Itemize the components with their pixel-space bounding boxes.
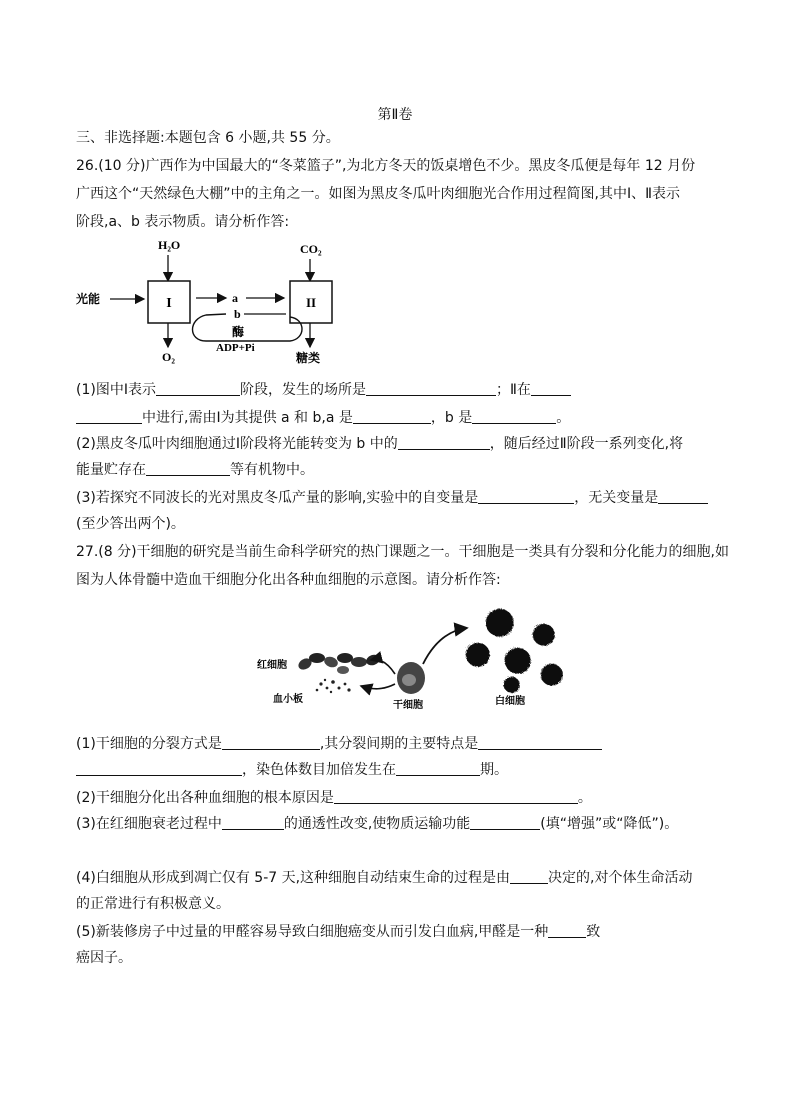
q27-part3: (3)在红细胞衰老过程中 的通透性改变,使物质运输功能 (填“增强”或“降低”)。: [76, 816, 679, 832]
q26-part1-line1: (1)图中Ⅰ表示 阶段，发生的场所是 ；Ⅱ在: [76, 380, 571, 400]
q27-part4-line1: (4)白细胞从形成到凋亡仅有 5-7 天,这种细胞自动结束生命的过程是由 决定的,对个体生命活动: [76, 870, 693, 886]
atp-adp-cycle: [193, 314, 303, 341]
answer-blank[interactable]: [353, 409, 431, 424]
answer-blank[interactable]: [548, 923, 586, 938]
q27-part1-line2: ，染色体数目加倍发生在 期。: [76, 760, 508, 780]
section-title: 第Ⅱ卷: [377, 107, 413, 123]
q26-part2-line1: (2)黑皮冬瓜叶肉细胞通过Ⅰ阶段将光能转变为 b 中的 ，随后经过Ⅱ阶段一系列变化,将: [76, 436, 684, 452]
answer-blank[interactable]: [146, 461, 230, 476]
photosynthesis-diagram: [70, 235, 390, 370]
stem-cell: [397, 662, 425, 694]
stage-1-label: I: [166, 296, 172, 311]
q26-part3-line1: (3)若探究不同波长的光对黑皮冬瓜产量的影响,实验中的自变量是 ，无关变量是: [76, 488, 708, 508]
answer-blank[interactable]: [156, 381, 240, 396]
blood-cell-diagram: [255, 600, 575, 712]
q27-intro-line-1: 27.(8 分)干细胞的研究是当前生命科学研究的热门课题之一。干细胞是一类具有分裂和分化能力的细胞,如: [76, 544, 729, 560]
sugar-label: 糖类: [296, 351, 321, 365]
b-label: b: [234, 307, 241, 321]
platelet-label: 血小板: [273, 694, 303, 705]
stage-2-label: II: [305, 295, 317, 310]
answer-blank[interactable]: [334, 789, 578, 804]
answer-blank[interactable]: [478, 735, 602, 750]
answer-blank[interactable]: [472, 409, 556, 424]
section-header: 三、非选择题:本题包含 6 小题,共 55 分。: [76, 130, 340, 146]
h2o-label: H₂O: [158, 238, 181, 252]
rbc-label: 红细胞: [257, 660, 287, 671]
q27-part5-line2: 癌因子。: [76, 950, 132, 966]
q26-part2-line2: 能量贮存在 等有机物中。: [76, 462, 314, 478]
enzyme-label: 酶: [232, 325, 245, 339]
adp-pi-label: ADP+Pi: [216, 342, 255, 354]
q27-part4-line2: 的正常进行有积极意义。: [76, 896, 230, 912]
arrow-to-wbc: [423, 628, 467, 664]
q27-intro-line-2: 图为人体骨髓中造血干细胞分化出各种血细胞的示意图。请分析作答:: [76, 572, 501, 588]
arrow-to-platelet: [361, 684, 395, 689]
answer-blank[interactable]: [222, 735, 320, 750]
q27-part5-line1: (5)新装修房子中过量的甲醛容易导致白细胞癌变从而引发白血病,甲醛是一种 致: [76, 924, 601, 940]
answer-blank[interactable]: [478, 489, 574, 504]
a-label: a: [232, 291, 238, 305]
q27-part1-line1: (1)干细胞的分裂方式是 ,其分裂间期的主要特点是: [76, 734, 602, 754]
q26-part3-line2: (至少答出两个)。: [76, 516, 185, 532]
answer-blank[interactable]: [510, 869, 548, 884]
answer-blank[interactable]: [396, 761, 480, 776]
q26-intro-line-1: 26.(10 分)广西作为中国最大的“冬菜篮子”,为北方冬天的饭桌增色不少。黑皮冬瓜便是每年 12 月份: [76, 158, 696, 174]
answer-blank[interactable]: [398, 435, 490, 450]
answer-blank[interactable]: [531, 381, 571, 396]
stem-cell-label: 干细胞: [393, 700, 423, 711]
red-blood-cells: [296, 653, 381, 674]
light-energy-label: 光能: [76, 292, 101, 306]
wbc-label: 白细胞: [495, 696, 525, 707]
platelets: [316, 679, 351, 693]
o2-label: O₂: [162, 350, 175, 364]
q26-intro-line-3: 阶段,a、b 表示物质。请分析作答:: [76, 214, 290, 230]
answer-blank[interactable]: [366, 381, 496, 396]
white-blood-cells: [465, 608, 562, 692]
answer-blank[interactable]: [470, 815, 540, 830]
q26-part1-line2: 中进行,需由Ⅰ为其提供 a 和 b,a 是 ，b 是 。: [76, 408, 570, 428]
q26-intro-line-2: 广西这个“天然绿色大棚”中的主角之一。如图为黑皮冬瓜叶肉细胞光合作用过程简图,其中Ⅰ、Ⅱ表示: [76, 186, 680, 202]
answer-blank[interactable]: [222, 815, 284, 830]
answer-blank[interactable]: [658, 489, 708, 504]
answer-blank[interactable]: [76, 409, 142, 424]
co2-label: CO₂: [300, 242, 322, 256]
answer-blank[interactable]: [76, 761, 242, 776]
q27-part2: (2)干细胞分化出各种血细胞的根本原因是 。: [76, 790, 592, 806]
